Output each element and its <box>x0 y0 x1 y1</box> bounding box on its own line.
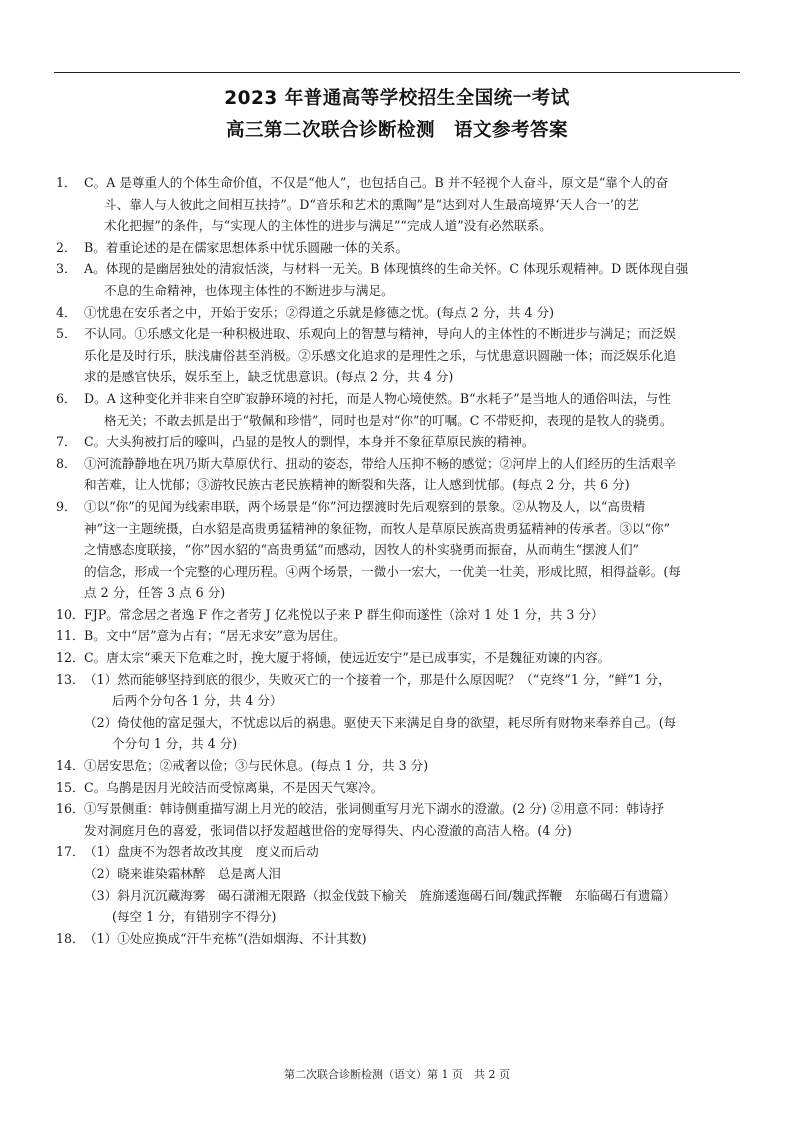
answer-line: 点 2 分，任答 3 点 6 分) <box>84 585 226 601</box>
answer-line: C。乌鹊是因月光皎洁而受惊离巢，不是因天气寒冷。 <box>84 779 384 795</box>
sub-answer-line: 个分句 1 分，共 4 分) <box>112 736 238 752</box>
sub-answer-line <box>84 928 746 950</box>
answer-item <box>56 798 746 841</box>
answer-number: 12． <box>56 650 85 666</box>
sub-answer-text: 然而能够坚持到底的很少，失败灭亡的一个接着一个，那是什么原因呢？（“克终”1 分，“鲜”1 分， <box>117 671 671 687</box>
answer-line: 不认同。①乐感文化是一种积极进取、乐观向上的智慧与精神，导向人的主体性的不断进步与满足；而泛娱 <box>84 326 676 342</box>
answer-item <box>56 453 746 496</box>
answer-line: 斗、靠人与人彼此之间相互扶持”。D“音乐和艺术的熏陶”是“达到对人生最高境界‘天人合一’的艺 <box>104 196 640 212</box>
sub-answer-label: （1） <box>84 844 118 860</box>
answer-content <box>84 669 746 755</box>
answer-line: 求的是感官快乐，娱乐至上，缺乏忧患意识。(每点 2 分，共 4 分) <box>84 369 454 385</box>
sub-answer-line: (每空 1 分，有错别字不得分) <box>112 909 277 925</box>
answer-content <box>84 755 746 777</box>
answer-content <box>84 841 746 927</box>
answer-number: 3． <box>56 261 77 277</box>
answer-item <box>56 496 746 604</box>
answer-line: 和苦难，让人忧郁；③游牧民族古老民族精神的断裂和失落，让人感到忧郁。(每点 2 分，共 6 分) <box>84 477 630 493</box>
answer-item <box>56 625 746 647</box>
answer-number: 16． <box>56 801 85 817</box>
answer-number: 11． <box>56 628 85 644</box>
answer-item <box>56 669 746 755</box>
sub-answer-text: 倚仗他的富足强大，不忧虑以后的祸患。驱使天下来满足自身的欲望，耗尽所有财物来奉养自己。(每 <box>117 714 677 730</box>
answer-content <box>84 496 746 604</box>
answer-line: B。文中“居”意为占有；“居无求安”意为居住。 <box>84 628 346 644</box>
answer-number: 17． <box>56 844 85 860</box>
answer-line: C。唐太宗“乘天下危难之时，挽大厦于将倾，使远近安宁”是已成事实，不是魏征劝谏的内容。 <box>84 650 611 666</box>
answer-number: 15． <box>56 779 85 795</box>
answer-line: A。体现的是幽居独处的清寂恬淡，与材料一无关。B 体现慎终的生命关怀。C 体现乐观精神。D 既体现自强 <box>84 261 689 277</box>
answer-key-title: 高三第二次联合诊断检测 语文参考答案 <box>225 120 568 141</box>
sub-answer-label: （3） <box>84 887 118 903</box>
answer-content <box>84 258 746 301</box>
answer-line: 发对洞庭月色的喜爱，张词借以抒发超越世俗的宠辱得失、内心澄澈的高洁人格。(4 分) <box>84 822 572 838</box>
answer-line: ①写景侧重：韩诗侧重描写湖上月光的皎洁，张词侧重写月光下湖水的澄澈。(2 分) ②用意不同：韩诗抒 <box>84 801 664 817</box>
sub-answer-label: （2） <box>84 866 118 881</box>
answer-line: 之情感态度联接，“你”因水貂的“高贵勇猛”而感动，因牧人的朴实骁勇而振奋，从而萌生“摆渡人们” <box>84 542 639 558</box>
answer-item <box>56 302 746 324</box>
answer-content <box>84 431 746 453</box>
answer-number: 10． <box>56 606 85 622</box>
sub-answer-line <box>84 841 746 863</box>
answer-content <box>84 604 746 626</box>
answer-line: 不息的生命精神，也体现主体性的不断进步与满足。 <box>104 282 394 298</box>
answer-number: 5． <box>56 326 77 342</box>
answer-number: 8． <box>56 455 77 471</box>
answer-number: 4． <box>56 304 77 320</box>
sub-answer-line <box>84 863 746 885</box>
answer-line: ①河流静静地在巩乃斯大草原伏行、扭动的姿态，带给人压抑不畅的感觉；②河岸上的人们经历的生活艰辛 <box>84 455 676 471</box>
answer-item <box>56 258 746 301</box>
answer-number: 14． <box>56 758 85 774</box>
sub-answer-line <box>84 885 746 907</box>
sub-answer-label: （1） <box>84 930 118 946</box>
answer-number: 6． <box>56 390 77 406</box>
answer-content <box>84 928 746 950</box>
answer-number: 7． <box>56 434 77 450</box>
answer-item <box>56 777 746 799</box>
answer-content <box>84 647 746 669</box>
sub-answer-text: 晓来谁染霜林醉 总是离人泪 <box>117 866 281 881</box>
answer-content <box>84 388 746 431</box>
sub-answer-text: ①处应换成“汗牛充栋”(浩如烟海、不计其数) <box>117 930 367 946</box>
answer-number: 13． <box>56 671 85 687</box>
answer-item <box>56 431 746 453</box>
answer-content <box>84 798 746 841</box>
answer-line: 乐化是及时行乐，肤浅庸俗甚至消极。②乐感文化追求的是理性之乐，与忧患意识圆融一体；而泛娱乐化追 <box>84 347 676 363</box>
answer-line: 神”这一主题统摄，白水貂是高贵勇猛精神的象征物，而牧人是草原民族高贵勇猛精神的传承者。③以“你” <box>84 520 671 536</box>
sub-answer-text: 斜月沉沉藏海雾 碣石潇湘无限路（拟金伐鼓下榆关 旌旆逶迤碣石间/魏武挥鞭 东临碣石有遗篇） <box>117 887 676 903</box>
sub-answer-line: 后两个分句各 1 分，共 4 分） <box>112 693 283 709</box>
answer-line: FJP。常念居之者逸 F 作之者劳 J 亿兆悦以子来 P 群生仰而遂性（涂对 1 处 1 分，共 3 分） <box>84 606 604 622</box>
answer-number: 9． <box>56 498 77 514</box>
answer-line: 格无关；不敢去抓是出于“敬佩和珍惜”，同时也是对“你”的叮嘱。C 不带贬抑，表现的是牧人的骁勇。 <box>104 412 673 428</box>
sub-answer-line <box>84 669 746 691</box>
sub-answer-text: 盘庚不为怨者故改其度 度义而后动 <box>117 844 319 860</box>
answer-line: 术化把握”的条件，与“实现人的主体性的进步与满足”“完成人道”没有必然联系。 <box>104 218 552 234</box>
answer-item <box>56 604 746 626</box>
page-footer: 第二次联合诊断检测（语文）第 1 页 共 2 页 <box>284 1068 510 1081</box>
answer-number: 2． <box>56 239 77 255</box>
answer-line: ①忧患在安乐者之中，开始于安乐；②得道之乐就是修德之忧。(每点 2 分，共 4 分) <box>84 304 555 320</box>
answer-line: ①以“你”的见闻为线索串联，两个场景是“你”河边摆渡时先后观察到的景象。②从物及人，以“高贵精 <box>84 498 646 514</box>
answer-content <box>84 777 746 799</box>
top-rule <box>54 72 740 73</box>
answer-content <box>84 237 746 259</box>
answer-line: C。大头狗被打后的嚎叫，凸显的是牧人的剽悍，本身并不象征草原民族的精神。 <box>84 434 535 450</box>
answer-line: ①居安思危；②戒奢以俭；③与民休息。(每点 1 分，共 3 分) <box>84 758 429 774</box>
answer-item <box>56 323 746 388</box>
answer-item <box>56 237 746 259</box>
answer-line: D。A 这种变化并非来自空旷寂静环境的衬托，而是人物心境使然。B“水耗子”是当地人的通俗叫法，与性 <box>84 390 671 406</box>
answer-item <box>56 928 746 950</box>
answer-content <box>84 453 746 496</box>
sub-answer-line <box>84 712 746 734</box>
sub-answer-label: （2） <box>84 714 118 730</box>
answer-number: 1． <box>56 175 77 190</box>
answer-item <box>56 755 746 777</box>
answer-list <box>56 172 746 949</box>
answer-line: 的信念，形成一个完整的心理历程。④两个场景，一微小一宏大，一优美一壮美，形成比照，相得益彰。(每 <box>84 563 681 579</box>
answer-content <box>84 172 746 237</box>
sub-answer-label: （1） <box>84 671 118 687</box>
answer-item <box>56 647 746 669</box>
answer-item <box>56 172 746 237</box>
answer-content <box>84 625 746 647</box>
answer-line: C。A 是尊重人的个体生命价值，不仅是“他人”，也包括自己。B 并不轻视个人奋斗，原文是“靠个人的奋 <box>84 175 669 190</box>
answer-number: 18． <box>56 930 85 946</box>
answer-item <box>56 841 746 927</box>
exam-title: 2023 年普通高等学校招生全国统一考试 <box>224 88 570 109</box>
answer-content <box>84 302 746 324</box>
answer-content <box>84 323 746 388</box>
answer-item <box>56 388 746 431</box>
answer-line: B。着重论述的是在儒家思想体系中忧乐圆融一体的关系。 <box>84 239 409 255</box>
